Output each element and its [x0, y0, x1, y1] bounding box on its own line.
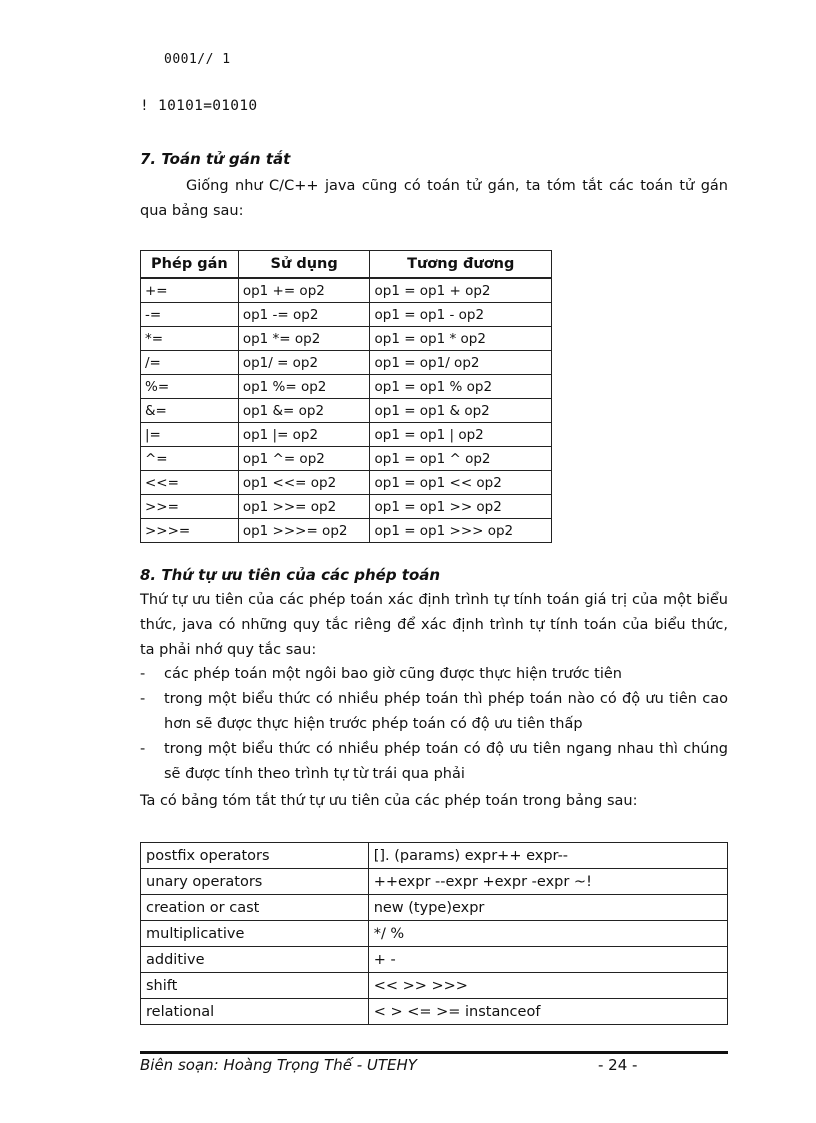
table-cell: relational [141, 999, 369, 1025]
section-8-intro: Thứ tự ưu tiên của các phép toán xác định trình tự tính toán giá trị của một biểu thức, java có những quy tắc riêng để xác định trình tự tính toán của biểu thức, ta phải nhớ quy tắc sau: [140, 592, 728, 658]
table-cell: op1 = op1 | op2 [370, 423, 552, 447]
table-row [141, 999, 728, 1025]
table-row [141, 399, 552, 423]
table-row [141, 973, 728, 999]
header-cell: Sử dụng [238, 251, 370, 279]
table-cell: op1 *= op2 [238, 327, 370, 351]
list-item [140, 687, 728, 737]
table-cell: op1 &= op2 [238, 399, 370, 423]
table-cell: |= [141, 423, 239, 447]
table-cell: >>= [141, 495, 239, 519]
table-cell: < > <= >= instanceof [368, 999, 727, 1025]
table-cell: multiplicative [141, 921, 369, 947]
table-cell: += [141, 278, 239, 303]
list-item [140, 662, 728, 687]
section-7-intro: Giống như C/C++ java cũng có toán tử gán, ta tóm tắt các toán tử gán qua bảng sau: [140, 178, 728, 219]
header-cell: Phép gán [141, 251, 239, 279]
table-cell: new (type)expr [368, 895, 727, 921]
table-cell: op1 = op1 >>> op2 [370, 519, 552, 543]
list-item [140, 737, 728, 787]
table-cell: op1 = op1 & op2 [370, 399, 552, 423]
table-cell: <<= [141, 471, 239, 495]
table-row [141, 327, 552, 351]
table-cell: op1 = op1/ op2 [370, 351, 552, 375]
table-cell: op1 %= op2 [238, 375, 370, 399]
list-item-text: các phép toán một ngôi bao giờ cũng được thực hiện trước tiên [164, 666, 622, 682]
table-cell: op1 ^= op2 [238, 447, 370, 471]
table-row [141, 375, 552, 399]
table-cell: op1 = op1 % op2 [370, 375, 552, 399]
table-row [141, 471, 552, 495]
precedence-table-intro: Ta có bảng tóm tắt thứ tự ưu tiên của các phép toán trong bảng sau: [140, 793, 638, 809]
table-cell: %= [141, 375, 239, 399]
code-line-2: ! 10101=01010 [140, 98, 258, 114]
code-line-1: 0001// 1 [164, 52, 231, 67]
table-cell: creation or cast [141, 895, 369, 921]
table-cell: /= [141, 351, 239, 375]
table-cell: additive [141, 947, 369, 973]
table-row [141, 303, 552, 327]
table-cell: op1 += op2 [238, 278, 370, 303]
bullet-dash: - [140, 741, 146, 757]
section-7-heading: 7. Toán tử gán tắt [140, 150, 291, 168]
table-row [141, 843, 728, 869]
table-row [141, 519, 552, 543]
table-row [141, 921, 728, 947]
table-header-row [141, 251, 552, 279]
table-row [141, 423, 552, 447]
table-cell: */ % [368, 921, 727, 947]
table-cell: shift [141, 973, 369, 999]
table-cell: >>>= [141, 519, 239, 543]
table-cell: ++expr --expr +expr -expr ~! [368, 869, 727, 895]
table-row [141, 447, 552, 471]
table-row [141, 278, 552, 303]
table-cell: postfix operators [141, 843, 369, 869]
table-cell: op1 >>= op2 [238, 495, 370, 519]
footer-author: Biên soạn: Hoàng Trọng Thế - UTEHY [140, 1056, 417, 1074]
table-cell: << >> >>> [368, 973, 727, 999]
table-cell: op1 -= op2 [238, 303, 370, 327]
table-row [141, 895, 728, 921]
bullet-dash: - [140, 691, 146, 707]
table-cell: op1/ = op2 [238, 351, 370, 375]
table-cell: unary operators [141, 869, 369, 895]
table-cell: op1 |= op2 [238, 423, 370, 447]
table-cell: op1 = op1 + op2 [370, 278, 552, 303]
table-cell: + - [368, 947, 727, 973]
footer-divider [140, 1051, 728, 1054]
table-cell: &= [141, 399, 239, 423]
precedence-table [140, 842, 728, 1025]
table-cell: []. (params) expr++ expr-- [368, 843, 727, 869]
table-row [141, 947, 728, 973]
precedence-rules-list [140, 662, 728, 787]
header-cell: Tương đương [370, 251, 552, 279]
list-item-text: trong một biểu thức có nhiều phép toán thì phép toán nào có độ ưu tiên cao hơn sẽ được thực hiện trước phép toán có độ ưu tiên thấp [164, 691, 728, 732]
table-row [141, 869, 728, 895]
table-cell: op1 = op1 * op2 [370, 327, 552, 351]
table-cell: op1 = op1 ^ op2 [370, 447, 552, 471]
table-cell: op1 = op1 - op2 [370, 303, 552, 327]
assignment-operators-table [140, 250, 552, 543]
table-cell: *= [141, 327, 239, 351]
section-8-heading: 8. Thứ tự ưu tiên của các phép toán [140, 566, 441, 584]
bullet-dash: - [140, 666, 146, 682]
table-cell: ^= [141, 447, 239, 471]
table-cell: op1 <<= op2 [238, 471, 370, 495]
table-cell: op1 = op1 << op2 [370, 471, 552, 495]
list-item-text: trong một biểu thức có nhiều phép toán có độ ưu tiên ngang nhau thì chúng sẽ được tính theo trình tự từ trái qua phải [164, 741, 728, 782]
table-row [141, 495, 552, 519]
table-cell: op1 >>>= op2 [238, 519, 370, 543]
table-cell: op1 = op1 >> op2 [370, 495, 552, 519]
page-number: - 24 - [598, 1056, 638, 1074]
table-row [141, 351, 552, 375]
table-cell: -= [141, 303, 239, 327]
